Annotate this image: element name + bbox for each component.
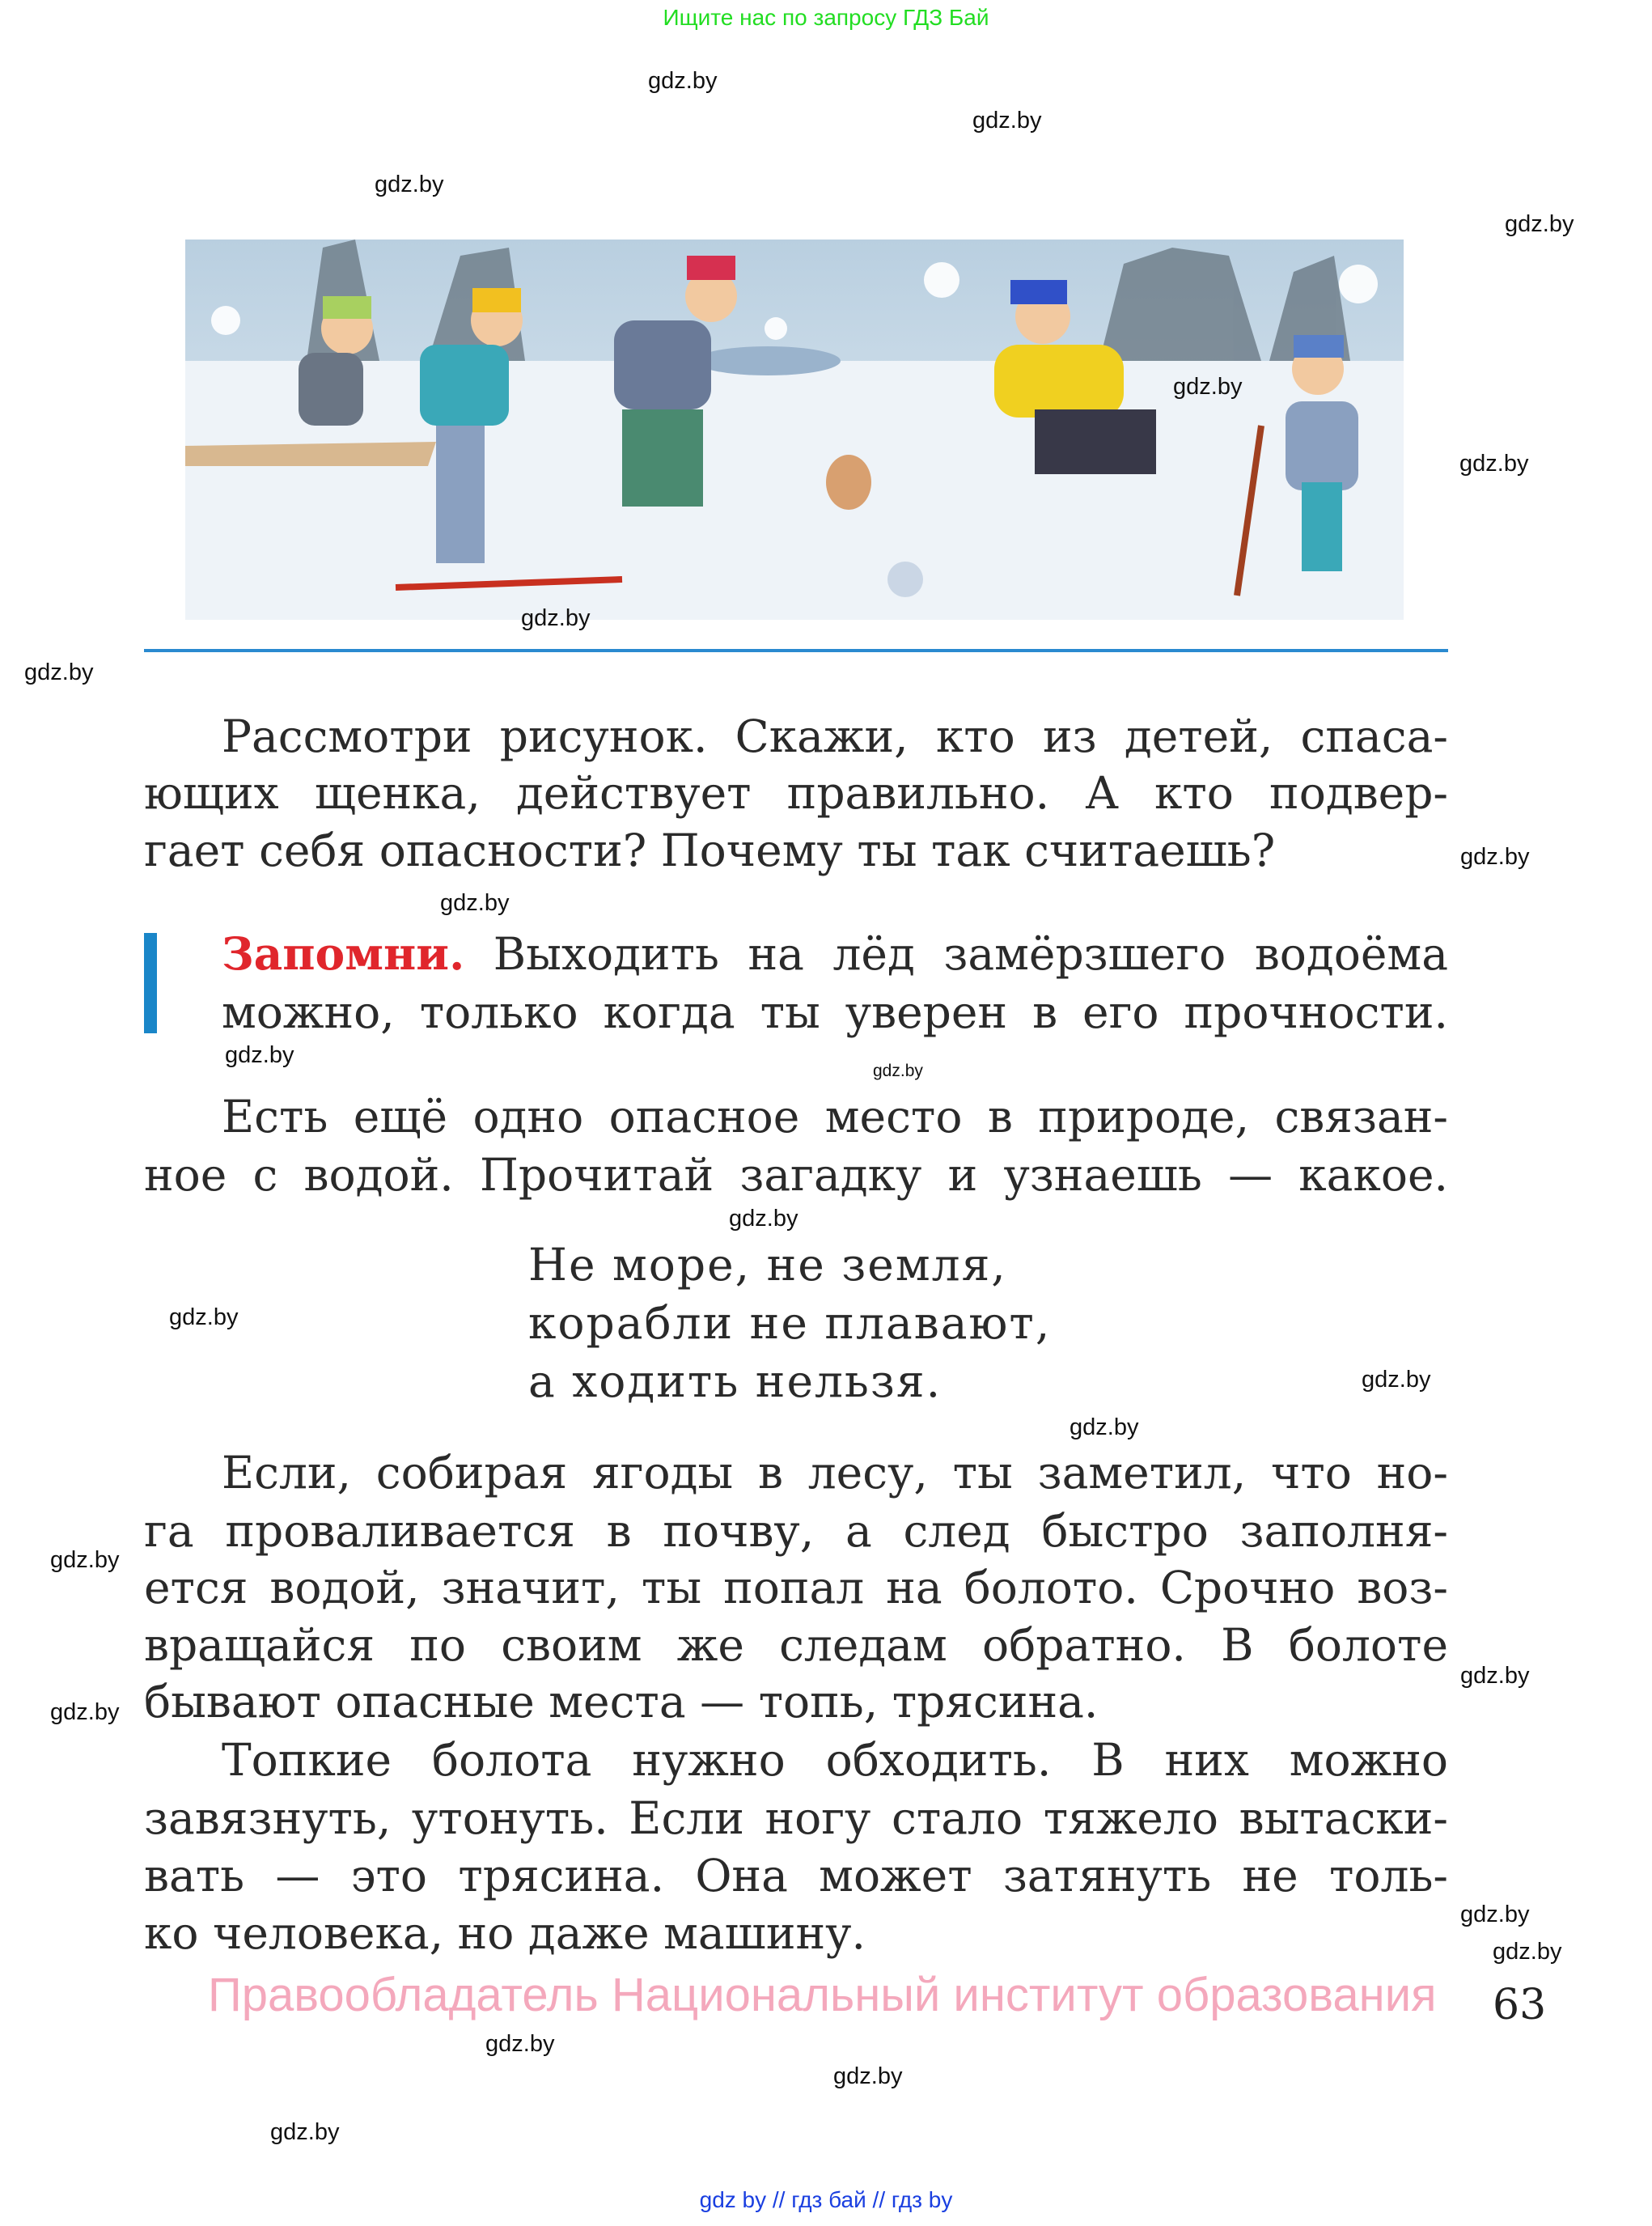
search-banner: Ищите нас по запросу ГДЗ Бай: [663, 5, 989, 30]
watermark: gdz.by: [169, 1304, 239, 1330]
watermark: gdz.by: [1493, 1939, 1562, 1965]
watermark: gdz.by: [1459, 451, 1529, 477]
copyright-notice: Правообладатель Национальный институт образования: [208, 1969, 1437, 2021]
paragraph-line: вать — это трясина. Она может затянуть не толь-: [144, 1850, 1448, 1902]
watermark: gdz.by: [50, 1547, 120, 1573]
paragraph-line: Топкие болота нужно обходить. В них можно: [222, 1734, 1448, 1786]
watermark: gdz.by: [50, 1699, 120, 1725]
watermark: gdz.by: [485, 2031, 555, 2057]
watermark: gdz.by: [1505, 211, 1574, 237]
paragraph-line: гает себя опасности? Почему ты так считаешь?: [144, 825, 1276, 876]
watermark: gdz.by: [270, 2119, 340, 2145]
watermark: gdz.by: [225, 1042, 294, 1068]
paragraph-line: завязнуть, утонуть. Если ногу стало тяжело вытаски-: [144, 1792, 1448, 1844]
paragraph-line: Есть ещё одно опасное место в природе, связан-: [222, 1091, 1448, 1143]
riddle-line: Не море, не земля,: [528, 1239, 1007, 1291]
watermark: gdz.by: [1460, 844, 1530, 870]
remember-line: [222, 926, 1448, 982]
watermark: gdz.by: [729, 1206, 798, 1232]
paragraph-line: Если, собирая ягоды в лесу, ты заметил, что но-: [222, 1447, 1448, 1499]
riddle-line: а ходить нельзя.: [528, 1355, 942, 1407]
watermark: gdz.by: [648, 68, 718, 94]
winter-ice-illustration: [185, 240, 1404, 620]
riddle-line: корабли не плавают,: [528, 1297, 1052, 1349]
remember-accent-bar: [144, 933, 157, 1033]
paragraph-line: ко человека, но даже машину.: [144, 1907, 866, 1959]
paragraph-line: ющих щенка, действует правильно. А кто подвер-: [144, 767, 1448, 819]
watermark: gdz.by: [375, 172, 444, 197]
watermark: gdz.by: [521, 605, 591, 631]
paragraph-line: га проваливается в почву, а след быстро заполня-: [144, 1505, 1448, 1557]
watermark: gdz.by: [1173, 374, 1243, 400]
watermark: gdz.by: [873, 1062, 923, 1080]
page-number: 63: [1493, 1981, 1547, 2029]
paragraph-line: ется водой, значит, ты попал на болото. Срочно воз-: [144, 1562, 1448, 1613]
watermark: gdz.by: [440, 890, 510, 916]
watermark: gdz.by: [1460, 1663, 1530, 1689]
watermark: gdz.by: [972, 108, 1042, 134]
watermark: gdz.by: [1070, 1414, 1139, 1440]
watermark: gdz.by: [1362, 1367, 1431, 1393]
watermark: gdz.by: [24, 659, 94, 685]
remember-line: можно, только когда ты уверен в его прочности.: [222, 986, 1448, 1038]
watermark: gdz.by: [1460, 1902, 1530, 1927]
remember-text: Выходить на лёд замёрзшего водоёма: [464, 928, 1448, 980]
footer-links[interactable]: gdz by // гдз бай // гдз by: [699, 2187, 953, 2212]
section-divider: [144, 649, 1448, 652]
paragraph-line: бывают опасные места — топь, трясина.: [144, 1676, 1099, 1728]
remember-label: Запомни.: [222, 927, 465, 980]
paragraph-line: ное с водой. Прочитай загадку и узнаешь — какое.: [144, 1149, 1448, 1201]
paragraph-line: Рассмотри рисунок. Скажи, кто из детей, спаса-: [222, 710, 1448, 762]
watermark: gdz.by: [833, 2063, 903, 2089]
paragraph-line: вращайся по своим же следам обратно. В болоте: [144, 1619, 1448, 1671]
